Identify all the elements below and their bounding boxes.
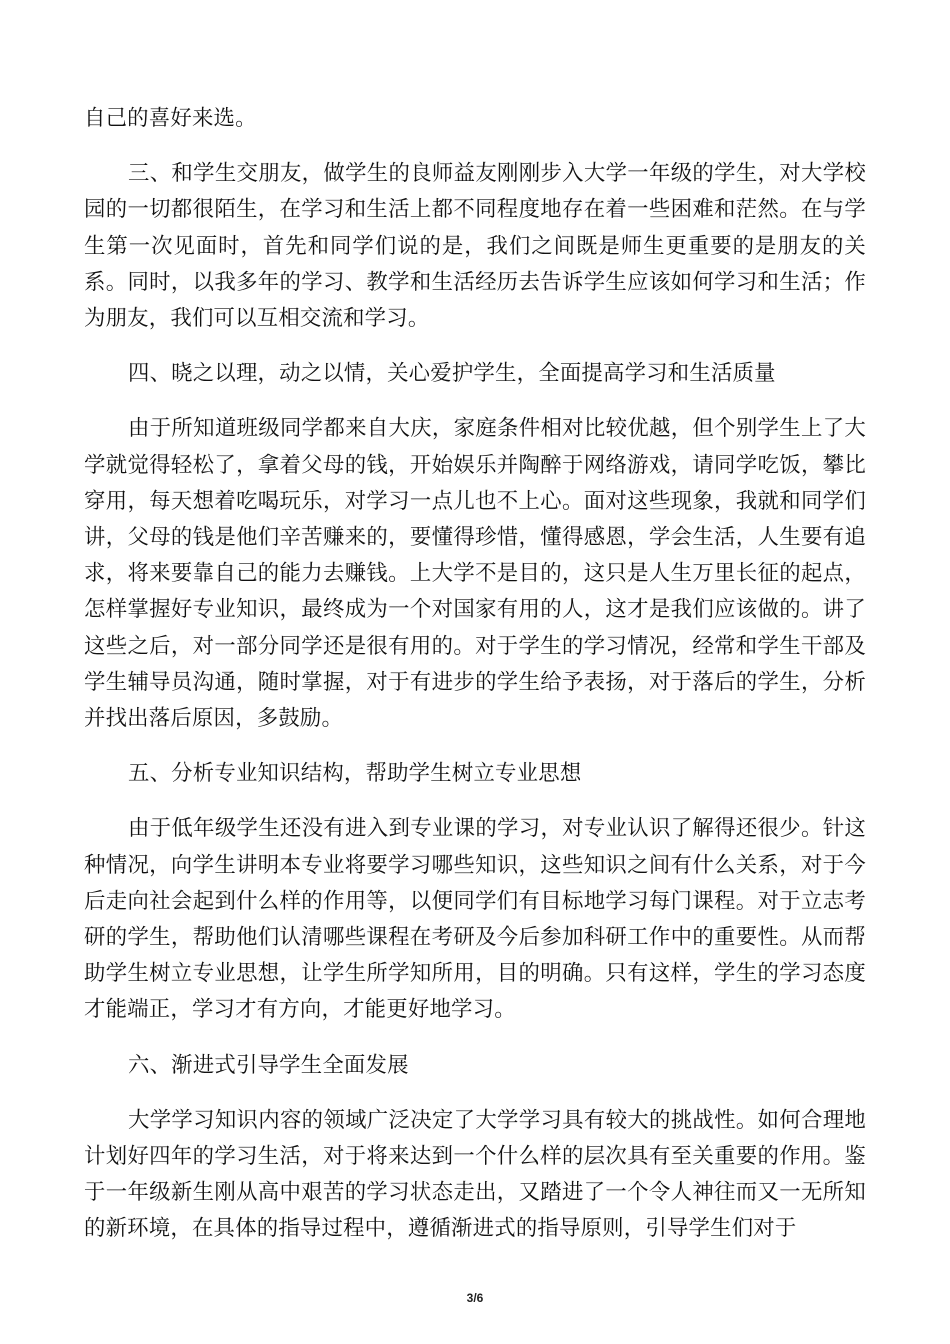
paragraph-section-five: 由于低年级学生还没有进入到专业课的学习，对专业认识了解得还很少。针这种情况，向学生讲明本专业将要学习哪些知识，这些知识之间有什么关系，对于今后走向社会起到什么样的作用等，以便同学们有目标地学习每门课程。对于立志考研的学生，帮助他们认清哪些课程在考研及今后参加科研工作中的重要性。从而帮助学生树立专业思想，让学生所学知所用，目的明确。只有这样，学生的学习态度才能端正，学习才有方向，才能更好地学习。: [84, 816, 866, 1023]
paragraph-section-three: 三、和学生交朋友，做学生的良师益友刚刚步入大学一年级的学生，对大学校园的一切都很陌生，在学习和生活上都不同程度地存在着一些困难和茫然。在与学生第一次见面时，首先和同学们说的是，我们之间既是师生更重要的是朋友的关系。同时，以我多年的学习、教学和生活经历去告诉学生应该如何学习和生活；作为朋友，我们可以互相交流和学习。: [84, 161, 866, 332]
document-body: [84, 101, 866, 1248]
page-number: 3/6: [466, 1291, 484, 1305]
paragraph-continuation: 自己的喜好来选。: [84, 106, 257, 131]
section-heading-five: 五、分析专业知识结构，帮助学生树立专业思想: [128, 761, 582, 787]
section-heading-four: 四、晓之以理，动之以情，关心爱护学生，全面提高学习和生活质量: [128, 361, 776, 387]
section-heading-six: 六、渐进式引导学生全面发展: [128, 1052, 409, 1078]
paragraph-section-four: 由于所知道班级同学都来自大庆，家庭条件相对比较优越，但个别学生上了大学就觉得轻松了，拿着父母的钱，开始娱乐并陶醉于网络游戏，请同学吃饭，攀比穿用，每天想着吃喝玩乐，对学习一点儿也不上心。面对这些现象，我就和同学们讲，父母的钱是他们辛苦赚来的，要懂得珍惜，懂得感恩，学会生活，人生要有追求，将来要靠自己的能力去赚钱。上大学不是目的，这只是人生万里长征的起点，怎样掌握好专业知识，最终成为一个对国家有用的人，这才是我们应该做的。讲了这些之后，对一部分同学还是很有用的。对于学生的学习情况，经常和学生干部及学生辅导员沟通，随时掌握，对于有进步的学生给予表扬，对于落后的学生，分析并找出落后原因，多鼓励。: [84, 416, 866, 732]
paragraph-section-six: 大学学习知识内容的领域广泛决定了大学学习具有较大的挑战性。如何合理地计划好四年的学习生活，对于将来达到一个什么样的层次具有至关重要的作用。鉴于一年级新生刚从高中艰苦的学习状态走出，又踏进了一个令人神往而又一无所知的新环境，在具体的指导过程中，遵循渐进式的指导原则，引导学生们对于: [84, 1107, 866, 1242]
